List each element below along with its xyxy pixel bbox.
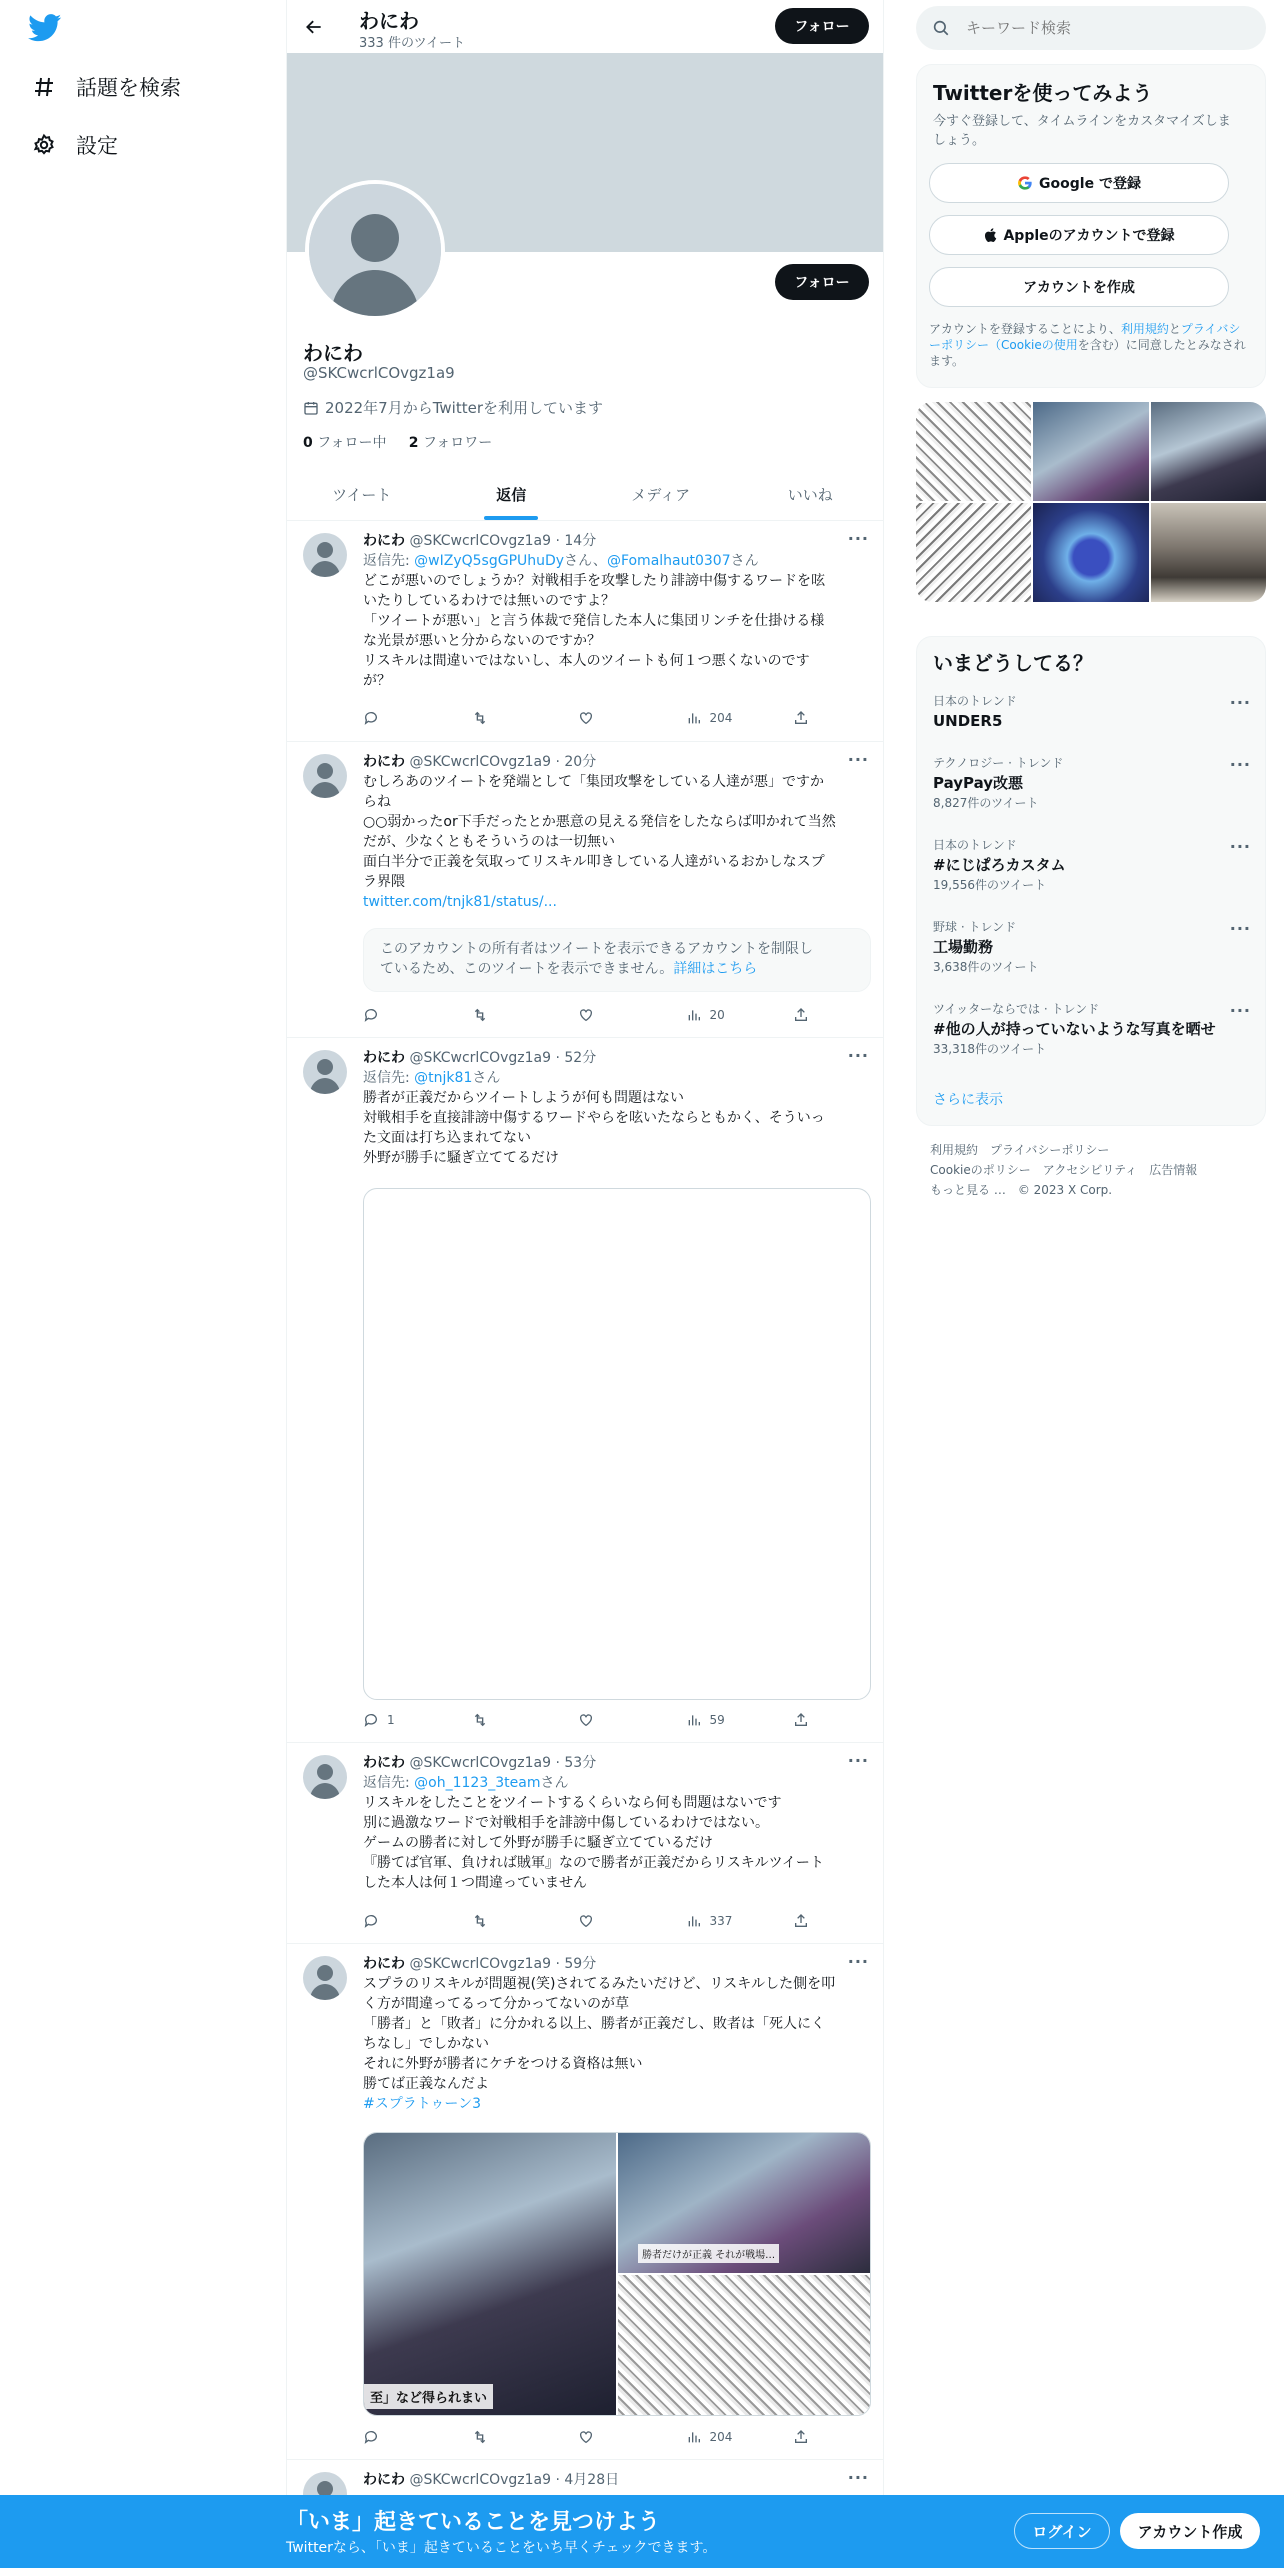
- nav-explore-label: 話題を検索: [76, 76, 181, 100]
- footer-link[interactable]: Cookieのポリシー: [930, 1163, 1031, 1177]
- tweet-text: むしろあのツイートを発端として「集団攻撃をしている人達が悪」ですか らね ○○弱かったor下手だったとか悪意の見える発信をしたならば叩かれて当然 だが、少なくともそういうのは一切無い 面白半分で正義を気取ってリスキル叩きしている人達がいるおかしなスプ ラ界隈 twitter.com/tnjk81/status/...: [363, 772, 869, 912]
- reply-button[interactable]: [363, 1913, 413, 1929]
- tweet-body: [363, 531, 869, 691]
- trend-item[interactable]: テクノロジー · トレンド PayPay改悪 8,827件のツイート ···: [933, 755, 1251, 810]
- terms-link[interactable]: 利用規約: [1120, 322, 1169, 336]
- joined-text: 2022年7月からTwitterを利用しています: [325, 399, 603, 417]
- views-button[interactable]: 337: [686, 1913, 736, 1929]
- profile-topbar: [287, 0, 884, 53]
- back-arrow-icon[interactable]: [301, 14, 327, 40]
- tweet[interactable]: [287, 1743, 884, 1944]
- trend-item[interactable]: ツイッターならでは · トレンド #他の人が持っていないような写真を晒せ 33,318件のツイート ···: [933, 1001, 1251, 1056]
- tweet-avatar[interactable]: [303, 754, 347, 798]
- trend-item[interactable]: 日本のトレンド UNDER5 ···: [933, 693, 1251, 730]
- trend-item[interactable]: 野球 · トレンド 工場勤務 3,638件のツイート ···: [933, 919, 1251, 974]
- tweet-actions: [363, 1004, 843, 1026]
- cookie-link[interactable]: （Cookieの使用: [989, 338, 1078, 352]
- tweet-image[interactable]: [618, 2133, 870, 2273]
- tweet-text: どこが悪いのでしょうか？対戦相手を攻撃したり誹謗中傷するワードを呟 いたりしているわけでは無いのですよ？ 「ツイートが悪い」と言う体裁で発信した本人に集団リンチを仕掛ける様 な光景が悪いと分からないのですか？ リスキルは間違いではないし、本人のツイートも何１つ悪くないのです が？: [363, 573, 825, 689]
- more-icon[interactable]: ···: [1229, 693, 1251, 712]
- avatar[interactable]: [305, 180, 445, 320]
- media-thumbnail[interactable]: [1151, 402, 1266, 501]
- right-sidebar: [884, 0, 1284, 2568]
- image-caption: 至」など得られまい: [364, 2384, 493, 2409]
- tweet-header: わにわ @SKCwcrlCOvgz1a9 · 4月28日: [363, 2472, 620, 2488]
- tweet-actions: [363, 2426, 843, 2448]
- share-button[interactable]: [793, 1913, 843, 1929]
- media-thumbnail[interactable]: [1033, 402, 1148, 501]
- legal-text: アカウントを登録することにより、利用規約とプライバシーポリシー（Cookieの使用を含む）に同意したとみなされます。: [929, 322, 1246, 368]
- profile-tabs: [287, 468, 884, 521]
- gear-icon: [30, 131, 58, 159]
- nav-explore[interactable]: [30, 72, 181, 102]
- views-button[interactable]: 59: [686, 1712, 736, 1728]
- media-thumbnail[interactable]: [1033, 503, 1148, 602]
- tweet-text: 勝者が正義だからツイートしようが何も問題はない 対戦相手を直接誹謗中傷するワードやらを呟いたならともかく、そういっ た文面は打ち込まれてない 外野が勝手に騒ぎ立ててるだけ: [363, 1090, 825, 1166]
- tweet-header: わにわ @SKCwcrlCOvgz1a9 · 14分: [363, 533, 597, 549]
- follow-button[interactable]: フォロー: [775, 264, 869, 300]
- profile-handle: @SKCwcrlCOvgz1a9: [303, 364, 455, 382]
- reply-button[interactable]: 1: [363, 1712, 413, 1728]
- tweet-body: [363, 1954, 869, 2114]
- tweet-header: わにわ @SKCwcrlCOvgz1a9 · 59分: [363, 1956, 597, 1972]
- copyright: © 2023 X Corp.: [1017, 1183, 1113, 1197]
- tweet-actions: [363, 707, 843, 729]
- retweet-button[interactable]: [471, 1913, 521, 1929]
- restricted-notice: このアカウントの所有者はツイートを表示できるアカウントを制限し ているため、このツイートを表示できません。詳細はこちら: [363, 928, 871, 992]
- calendar-icon: [303, 400, 319, 416]
- tweet[interactable]: [287, 1944, 884, 2460]
- tab-media[interactable]: メディア: [631, 485, 691, 504]
- tab-tweets[interactable]: ツイート: [332, 485, 392, 504]
- tweet[interactable]: [287, 1038, 884, 1743]
- tweet-body: [363, 1753, 869, 1893]
- mention-link[interactable]: @tnjk81: [414, 1070, 473, 1086]
- search-box[interactable]: [916, 6, 1266, 50]
- footer-link[interactable]: 利用規約: [930, 1143, 979, 1157]
- reply-button[interactable]: [363, 2429, 413, 2445]
- share-button[interactable]: [793, 1007, 843, 1023]
- google-signup-button[interactable]: Google で登録: [929, 163, 1229, 203]
- tweet-count: 333 件のツイート: [359, 36, 466, 51]
- tweet-image-grid: [363, 2132, 871, 2416]
- more-icon[interactable]: ···: [1229, 837, 1251, 856]
- share-button[interactable]: [793, 2429, 843, 2445]
- learn-more-link[interactable]: 詳細はこちら: [673, 961, 758, 977]
- footer-link[interactable]: プライバシーポリシー: [990, 1143, 1110, 1157]
- topbar-name: わにわ: [359, 9, 419, 33]
- signup-card: [916, 64, 1266, 388]
- tweet-body: [363, 2470, 869, 2490]
- tweet-actions: [363, 1910, 843, 1932]
- tweet-image[interactable]: [364, 2133, 616, 2415]
- more-icon[interactable]: ···: [847, 2468, 869, 2487]
- views-button[interactable]: 204: [686, 2429, 736, 2445]
- login-button[interactable]: ログイン: [1014, 2513, 1110, 2549]
- hashtag-icon: [30, 73, 58, 101]
- nav-settings[interactable]: [30, 130, 118, 160]
- signup-title: Twitterを使ってみよう: [933, 81, 1153, 105]
- more-icon[interactable]: ···: [847, 1046, 869, 1065]
- trends-title: いまどうしてる？: [933, 651, 1093, 675]
- views-button[interactable]: 204: [686, 710, 736, 726]
- followers-link[interactable]: 2 フォロワー: [408, 435, 493, 451]
- like-button[interactable]: [578, 1913, 628, 1929]
- following-link[interactable]: 0 フォロー中: [303, 435, 387, 451]
- follow-top-button[interactable]: フォロー: [775, 8, 869, 44]
- tweet-text: スプラのリスキルが問題視(笑)されてるみたいだけど、リスキルした側を叩 く方が間違ってるって分かってないのが草 「勝者」と「敗者」に分かれる以上、勝者が正義だし、敗者は「死人にく ちなし」でしかない それに外野が勝者にケチをつける資格は無い 勝てば正義なんだよ #スプラトゥーン3: [363, 1974, 869, 2114]
- media-thumbnail[interactable]: [916, 402, 1031, 501]
- like-button[interactable]: [578, 1712, 628, 1728]
- follow-stats: [303, 432, 492, 452]
- more-icon[interactable]: ···: [1229, 755, 1251, 774]
- footer-link[interactable]: アクセシビリティ: [1042, 1163, 1138, 1177]
- reply-button[interactable]: [363, 1007, 413, 1023]
- more-icon[interactable]: ···: [847, 529, 869, 548]
- retweet-button[interactable]: [471, 2429, 521, 2445]
- views-button[interactable]: 20: [686, 1007, 736, 1023]
- tweet-body: [363, 1048, 869, 1168]
- retweet-button[interactable]: [471, 1712, 521, 1728]
- media-thumbnail[interactable]: [1151, 503, 1266, 602]
- create-account-button[interactable]: アカウントを作成: [929, 267, 1229, 307]
- share-button[interactable]: [793, 710, 843, 726]
- tweet-avatar[interactable]: [303, 533, 347, 577]
- footer-link[interactable]: もっと見る …: [930, 1183, 1006, 1197]
- reply-to: 返信先: @tnjk81さん: [363, 1070, 501, 1086]
- tweet-body: [363, 752, 869, 912]
- tweet-image[interactable]: [618, 2275, 870, 2415]
- footer-link[interactable]: 広告情報: [1149, 1163, 1198, 1177]
- share-button[interactable]: [793, 1712, 843, 1728]
- trend-item[interactable]: 日本のトレンド #にじぱろカスタム 19,556件のツイート ···: [933, 837, 1251, 892]
- retweet-button[interactable]: [471, 710, 521, 726]
- more-icon[interactable]: ···: [847, 750, 869, 769]
- apple-icon: [983, 227, 997, 243]
- retweet-button[interactable]: [471, 1007, 521, 1023]
- show-more-link[interactable]: さらに表示: [933, 1092, 1003, 1108]
- embedded-media[interactable]: [363, 1188, 871, 1700]
- tweet-header: わにわ @SKCwcrlCOvgz1a9 · 53分: [363, 1755, 597, 1771]
- tab-replies[interactable]: 返信: [437, 468, 587, 520]
- reply-to: 返信先: @wIZyQ5sgGPUhuDyさん、@Fomalhaut0307さん: [363, 553, 759, 569]
- reply-to: 返信先: @oh_1123_3teamさん: [363, 1775, 569, 1791]
- more-icon[interactable]: ···: [847, 1952, 869, 1971]
- tweet[interactable]: [287, 521, 884, 742]
- twitter-logo-icon[interactable]: [28, 14, 62, 42]
- signup-subtitle: 今すぐ登録して、タイムラインをカスタマイズしま しょう。: [933, 114, 1231, 148]
- banner-title: 「いま」起きていることを見つけよう: [286, 2510, 661, 2535]
- like-button[interactable]: [578, 1007, 628, 1023]
- banner-subtitle: Twitterなら、「いま」起きていることをいち早くチェックできます。: [286, 2540, 717, 2556]
- hashtag-link[interactable]: #スプラトゥーン3: [363, 2096, 482, 2112]
- privacy-link[interactable]: プライバシーポリシー: [929, 322, 1241, 352]
- signup-banner: [0, 2495, 1284, 2568]
- apple-signup-button[interactable]: Appleのアカウントで登録: [929, 215, 1229, 255]
- mention-link[interactable]: @Fomalhaut0307: [606, 553, 731, 569]
- search-input[interactable]: [966, 19, 1246, 37]
- reply-button[interactable]: [363, 710, 413, 726]
- mention-link[interactable]: @oh_1123_3team: [414, 1775, 541, 1791]
- main-column: [286, 0, 884, 2568]
- like-button[interactable]: [578, 710, 628, 726]
- tweet[interactable]: [287, 742, 884, 1038]
- like-button[interactable]: [578, 2429, 628, 2445]
- tweet-avatar[interactable]: [303, 1050, 347, 1094]
- search-icon: [932, 19, 950, 37]
- tweet-actions: [363, 1709, 843, 1731]
- google-icon: [1017, 175, 1033, 191]
- profile-name: わにわ: [303, 341, 363, 365]
- more-icon[interactable]: ···: [1229, 919, 1251, 938]
- tweet-text: リスキルをしたことをツイートするくらいなら何も問題はないです 別に過激なワードで対戦相手を誹謗中傷しているわけではない。 ゲームの勝者に対して外野が勝手に騒ぎ立てているだけ 『勝てば官軍、負ければ賊軍』なので勝者が正義だからリスキルツイート した本人は何１つ間違っていません: [363, 1795, 824, 1891]
- trends-card: [916, 636, 1266, 1126]
- signup-button[interactable]: アカウント作成: [1120, 2513, 1260, 2549]
- footer-links: [930, 1140, 1260, 1200]
- tweet-header: わにわ @SKCwcrlCOvgz1a9 · 20分: [363, 754, 597, 770]
- media-thumbnails: [916, 402, 1266, 602]
- mention-link[interactable]: @wIZyQ5sgGPUhuDy: [414, 553, 565, 569]
- left-sidebar: [0, 0, 286, 2568]
- tweet-header: わにわ @SKCwcrlCOvgz1a9 · 52分: [363, 1050, 597, 1066]
- nav-settings-label: 設定: [76, 134, 118, 158]
- image-caption: 勝者だけが正義 それが戦場…: [638, 2244, 779, 2263]
- more-icon[interactable]: ···: [1229, 1001, 1251, 1020]
- media-thumbnail[interactable]: [916, 503, 1031, 602]
- tweet-avatar[interactable]: [303, 1956, 347, 2000]
- tab-likes[interactable]: いいね: [787, 485, 833, 504]
- more-icon[interactable]: ···: [847, 1751, 869, 1770]
- tweet-link[interactable]: twitter.com/tnjk81/status/...: [363, 894, 557, 910]
- tweet-avatar[interactable]: [303, 1755, 347, 1799]
- joined-date: [303, 397, 603, 418]
